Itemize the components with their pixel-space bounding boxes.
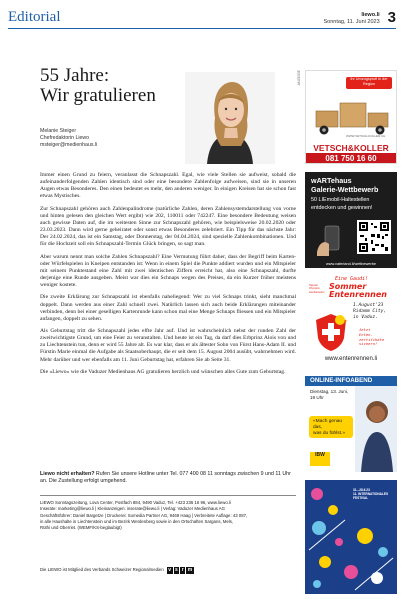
ad-wartehaus-line-2: entdecken und gewinnen!	[311, 204, 373, 211]
author-portrait	[185, 72, 275, 164]
imprint	[40, 500, 296, 531]
ad-vetsch-url: WWW.VETSCH-KOLLER.CH	[346, 134, 386, 138]
imprint-line: Inserate: marketing@liewo.li | Kleinanzeigen: inserate@liewo.li | Verlag: Vaduzer Medienhaus AG	[40, 506, 225, 512]
section-title: Editorial	[8, 9, 61, 25]
vsrm-membership	[40, 566, 296, 574]
festival-line: 31.–28.6.23	[353, 488, 370, 492]
author-name: Melanie Steiger	[40, 128, 77, 134]
ad-wartehaus-url[interactable]: www.vaterland.li/wettbewerbe	[325, 262, 377, 266]
ad-infoabend-date	[310, 389, 348, 401]
paragraph: Zur Schnapszahl gehören auch Zahlenpalindrome (natürliche Zahlen, deren Zahlensystemdarstellung von vorne und hinten gelesen den gleichen Wert ergibt) wie 202, 110011 oder 742247. Eine besondere Bedeutung weisen auch gewisse Daten auf, die im weitesten Sinne zur Schnapszahl gehören, wie beispielsweise 20.02.2020 oder 23.03.2023. Dann wird gerne geheiratet oder sonst etwas Besonderes zelebriert. Ein Tipp für das nächste Jahr: Der 24.02.2024, das ist ein Samstag, oder Donnerstag, der 04.04.2024, sind spezielle Zahlenkombinationen. Und für die Hochzeit soll ein Schnapszahl-Termin Glück bringen, so sagt man.	[40, 205, 296, 248]
ad-entenrennen-title	[329, 283, 387, 299]
duck-shield-icon	[313, 312, 349, 352]
ad-label: ANZEIGE	[297, 70, 301, 86]
paragraph: Die «Liewo» wie die Vaduzer Medienhaus AG gratulieren herzlich und wünschen alles Gute zum Geburtstag.	[40, 368, 286, 375]
article-body	[40, 172, 296, 381]
author-email[interactable]: msteiger@medienhaus.li	[40, 142, 98, 148]
article-headline	[40, 66, 156, 106]
imprint-divider	[40, 495, 296, 496]
headline-line-1: 55 Jahre:	[40, 65, 110, 86]
issue-date: Sonntag, 11. Juni 2023	[323, 19, 380, 25]
header-right	[323, 10, 396, 26]
cta-line: Jetzt	[359, 327, 371, 332]
paragraph: Die zweite Erklärung zur Schnapszahl ist ebenfalls naheliegend: Wer zu viel Schnaps trinkt, sieht manchmal doppelt. Dann werden aus einer Zahl schnell zwei. Natürlich lassen sich auch beide Erklärungen miteinander verbinden, denn bei einer geselligen Kartenrunde kann schon mal eine Menge Schnaps fliessen und ein Mitspieler anfangen, doppelt zu sehen.	[40, 294, 296, 322]
quote-line: «Mach genau das,	[313, 419, 343, 430]
qr-code-icon[interactable]	[357, 220, 391, 254]
byline	[40, 128, 97, 149]
ad-festival-text	[353, 488, 388, 501]
festival-line: 11. INTERNATIONALES	[353, 492, 389, 497]
vsrm-letter: s	[175, 566, 178, 573]
ad-vetsch-koller[interactable]	[305, 70, 397, 164]
hotline-heading: Liewo nicht erhalten?	[40, 471, 95, 477]
hand-phone-icon	[313, 222, 349, 256]
publication-info	[323, 12, 379, 26]
date-line: Dienstag, 13. Juni,	[310, 389, 349, 394]
vsrm-letter: v	[168, 566, 171, 573]
imprint-line: Geschäftsführer: Daniel Bargetze | Druckerei: Somedia Partner AG, 9469 Haag | Verbreitete Auflage: 43 087,	[40, 512, 248, 518]
paragraph: Aber warum nennt man solche Zahlen Schnapszahl? Eine Vermutung führt daher, dass der Begriff beim Karten- oder Würfelspielen in Kneipen entstanden ist: Wenn in einem Spiel die Punkte addiert wurden und ein Mitspieler mit seinem Punktestand eine Zahl mit zwei identischen Ziffern erreicht hat, also eine Schnapszahl, durfte derjenige eine Runde ausgeben. Meist war dies ein Schnaps wegen des Preises, da ein Kurzer früher meistens weniger kostete.	[40, 253, 296, 289]
festival-line: FESTIVAL	[353, 496, 369, 501]
logo-line: Special	[309, 284, 318, 287]
imprint-line: in alle Haushalte in Liechtenstein und im Bezirk Werdenberg sowie in den Ortschaften Sargans, Mels,	[40, 518, 234, 524]
imprint-line: Rüthi und Oberriet. (WEMF/KS-beglaubigt)	[40, 525, 122, 531]
date-line: in Vaduz.	[353, 315, 378, 320]
ad-vetsch-badge: Ihr Umzugsprofi in der Region	[346, 77, 392, 89]
special-olympics-logo	[309, 284, 325, 306]
imprint-line: LIEWO Sonntagszeitung, Lova Center, Postfach 884, 9490 Vaduz, Tel. +423 236 16 96, www.liewo.li	[40, 500, 231, 505]
quote-line: was du fühlst.»	[313, 431, 345, 436]
paragraph: Als Geburtstag tritt die Schnapszahl jedes elfte Jahr auf. Und ist wahrscheinlich nebst der runden Zahl der zweitwichtigste Grund, um eine Feier zu veranstalten. Und heute ist ein Tag, da darf dies Erbprinz Alois von und zu Liechtenstein tun, denn er wird 55 Jahre alt. Es war klar, dass er als ältester Sohn von Fürst Hans-Adam II. und Fürstin Marie einmal die Aufgabe als Staatsoberhaupt, die er seit dem 15. August 2004 ausübt, wahrnehmen wird. Mehr darüber und wer ebenfalls am 11. Juni Geburtstag hat, erfahren Sie ab Seite 31.	[40, 327, 296, 363]
delivery-hotline	[40, 471, 296, 485]
ad-wartehaus-title	[311, 176, 378, 194]
ibw-logo: IBW	[310, 452, 330, 466]
page-header	[8, 4, 396, 26]
ad-infoabend[interactable]	[305, 376, 397, 472]
vsrm-text: Die LIEWO ist Mitglied des Verbands Schweizer Regionalmedien	[40, 567, 164, 572]
moving-boxes-car-icon	[310, 101, 394, 135]
hotline-text: Rufen Sie unsere Hotline unter Tel. 077 400 08 11 sonntags zwischen 9 und 11 Uhr an. Die Zustellung erfolgt umgehend.	[40, 471, 291, 484]
ad-infoabend-title: ONLINE-INFOABEND	[305, 376, 397, 386]
title-line: Sommer	[329, 282, 367, 291]
ad-vetsch-phone[interactable]: 081 750 16 60	[306, 153, 396, 164]
ad-wartehaus-subtitle	[311, 197, 372, 212]
title-line: Entenrennen	[329, 290, 387, 299]
ad-wartehaus-line-1: 50 LIEmobil-Haltestellen	[311, 197, 370, 203]
header-rule	[8, 28, 396, 29]
ad-entenrennen-intro: Eine Gaudi!	[335, 276, 369, 282]
logo-line: Liechtenstein	[309, 290, 325, 294]
ad-entenrennen-cta[interactable]	[359, 328, 384, 347]
cta-line: Enten-	[359, 331, 373, 337]
ad-entenrennen-date	[353, 303, 386, 321]
ad-entenrennen-url[interactable]: www.entenrennen.li	[324, 356, 378, 362]
student-photo	[355, 386, 397, 472]
headline-line-2: Wir gratulieren	[40, 85, 156, 106]
author-role: Chefredaktorin Liewo	[40, 135, 90, 141]
ad-wartehaus-title-2: Galerie-Wettbewerb	[311, 185, 379, 194]
date-line: 19 Uhr	[310, 395, 324, 401]
cta-line: sichern!	[359, 341, 378, 347]
ad-festival[interactable]	[305, 480, 397, 594]
ad-vetsch-brand: VETSCH&KOLLER	[306, 142, 396, 154]
vsrm-letter: m	[187, 566, 193, 573]
cta-line: zertifikate	[359, 336, 385, 342]
ad-wartehaus[interactable]	[305, 172, 397, 268]
ad-infoabend-quote	[309, 416, 353, 438]
vsrm-logo	[167, 567, 194, 574]
publication-name: liewo.li	[361, 12, 380, 18]
date-line: 1.August'23	[353, 303, 384, 308]
ad-wartehaus-title-1: wARTehaus	[311, 176, 352, 185]
portrait-illustration	[185, 72, 275, 164]
page-number: 3	[387, 9, 396, 26]
ad-entenrennen[interactable]	[305, 272, 397, 368]
vsrm-letter: r	[181, 566, 184, 573]
paragraph: Immer einen Grund zu feiern, veranlasst die Schnapszahl. Egal, wie viele Stellen sie aufweist, sobald die aufeinanderfolgenden Zahlen identisch sind oder eine besondere Zahlenfolge aufweisen, sind sie in unseren Augen etwas Besonderes. Den einen bedeutet es mehr, den anderen weniger. In einigen Kreisen hat sie schon fast etwas Mystisches.	[40, 172, 296, 200]
logo-line: Olympics	[309, 287, 320, 291]
date-line: Ridamm City,	[353, 309, 387, 314]
